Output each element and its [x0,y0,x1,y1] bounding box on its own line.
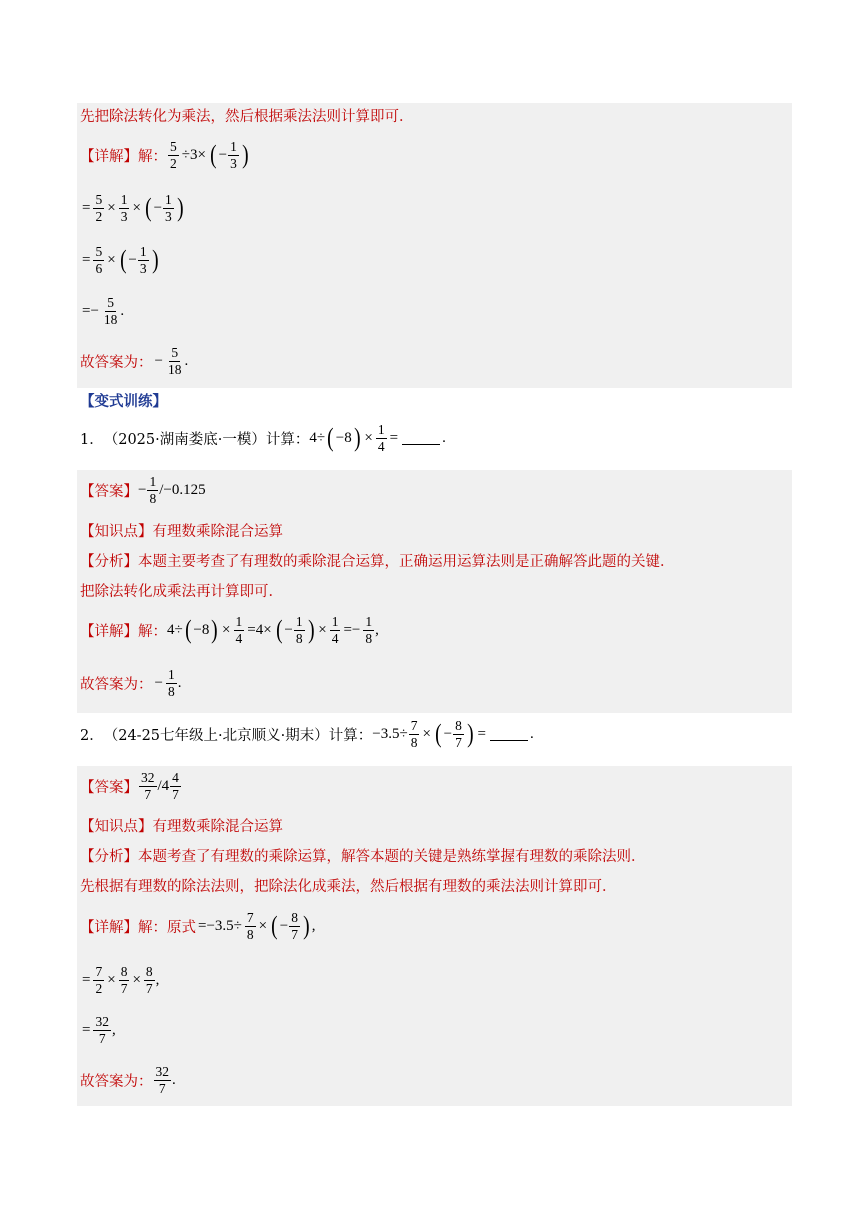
analysis-text-2: 先根据有理数的除法法则，把除法化成乘法，然后根据有理数的乘法法则计算即可． [80,878,617,895]
question-source: （2025·湖南娄底·一模）计算： [103,431,310,448]
answer-alt: −0.125 [163,481,206,498]
detail-line [80,135,251,175]
detail-prefix: 解： [138,623,167,640]
math-expression: =−3.5÷ $\frac{7}{8}$ × ( − $\frac{8}{7}$ ) , [198,910,316,942]
answer-prefix: 故答案为： [80,1073,153,1090]
analysis-text: 本题考查了有理数的乘除运算，解答本题的关键是熟练掌握有理数的乘除法则． [138,848,646,865]
detail-prefix: 解：原式 [138,919,196,936]
math-expression: = $\frac{5}{6}$ × ( − $\frac{1}{3}$ ) [82,244,159,276]
step-line [80,1010,116,1050]
analysis-line-2 [80,570,283,610]
answer-tag: 【答案】 [80,779,138,796]
answer-line [80,766,182,806]
math-expression: 4÷ ( −8 ) × $\frac{1}{4}$ = . [309,422,446,454]
math-expression: = $\frac{32}{7}$ , [82,1014,116,1046]
analysis-tag: 【分析】 [80,553,138,570]
math-expression: = $\frac{5}{2}$ × $\frac{1}{3}$ × ( − $\frac{1}{3}$ ) [82,192,184,224]
final-answer-line [80,1060,176,1100]
step-line [80,188,185,228]
detail-tag: 【详解】 [80,148,138,165]
math-expression: =− $\frac{5}{18}$ . [82,295,125,327]
detail-tag: 【详解】 [80,623,138,640]
analysis-tag: 【分析】 [80,848,138,865]
step-line [80,960,159,1000]
analysis-text: 先把除法转化为乘法，然后根据乘法法则计算即可． [80,108,414,125]
detail-line [80,610,379,650]
question-number: 1． [80,431,104,448]
variant-title [80,380,167,420]
math-expression: $\frac{32}{7}$ /4 $\frac{4}{7}$ [141,770,179,802]
final-answer-line [80,663,181,703]
answer-prefix: 故答案为： [80,354,153,371]
math-expression: − $\frac{1}{8}$ . [154,667,182,699]
question-number: 2． [80,727,104,744]
detail-tag: 【详解】 [80,919,138,936]
math-expression: − $\frac{1}{8}$ / −0.125 [138,474,206,506]
question-source: （24-25七年级上·北京顺义·期末）计算： [103,727,373,744]
math-expression: $\frac{5}{2}$ ÷3× ( − $\frac{1}{3}$ ) [170,139,249,171]
analysis-text-2: 把除法转化成乘法再计算即可． [80,583,283,600]
step-line [80,240,160,280]
math-expression: = $\frac{7}{2}$ × $\frac{8}{7}$ × $\frac{8}{7}$ , [82,964,160,996]
analysis-line [80,95,414,135]
detail-prefix: 解： [138,148,167,165]
step-line [80,291,124,331]
answer-blank [402,431,440,445]
answer-prefix: 故答案为： [80,676,153,693]
analysis-line-2 [80,865,617,905]
math-expression: 4÷ ( −8 ) × $\frac{1}{4}$ =4× ( − $\frac{1}{8}$ ) × $\frac{1}{4}$ =− $\frac{1}{8}$ , [167,614,379,646]
math-expression: −3.5÷ $\frac{7}{8}$ × ( − $\frac{8}{7}$ ) = . [372,718,534,750]
math-expression: − $\frac{5}{18}$ . [154,345,189,377]
knowledge-tag: 【知识点】 [80,523,153,540]
knowledge-tag: 【知识点】 [80,818,153,835]
final-answer-line [80,341,188,381]
question-2 [80,714,534,754]
question-1 [80,418,446,458]
answer-tag: 【答案】 [80,483,138,500]
knowledge-text: 有理数乘除混合运算 [152,818,283,835]
math-expression: $\frac{32}{7}$ . [155,1064,176,1096]
variant-title-text: 【变式训练】 [80,392,167,410]
knowledge-text: 有理数乘除混合运算 [152,523,283,540]
detail-line [80,906,315,946]
answer-blank [490,727,528,741]
answer-line [80,470,206,510]
analysis-text: 本题主要考查了有理数的乘除混合运算，正确运用运算法则是正确解答此题的关键． [138,553,675,570]
